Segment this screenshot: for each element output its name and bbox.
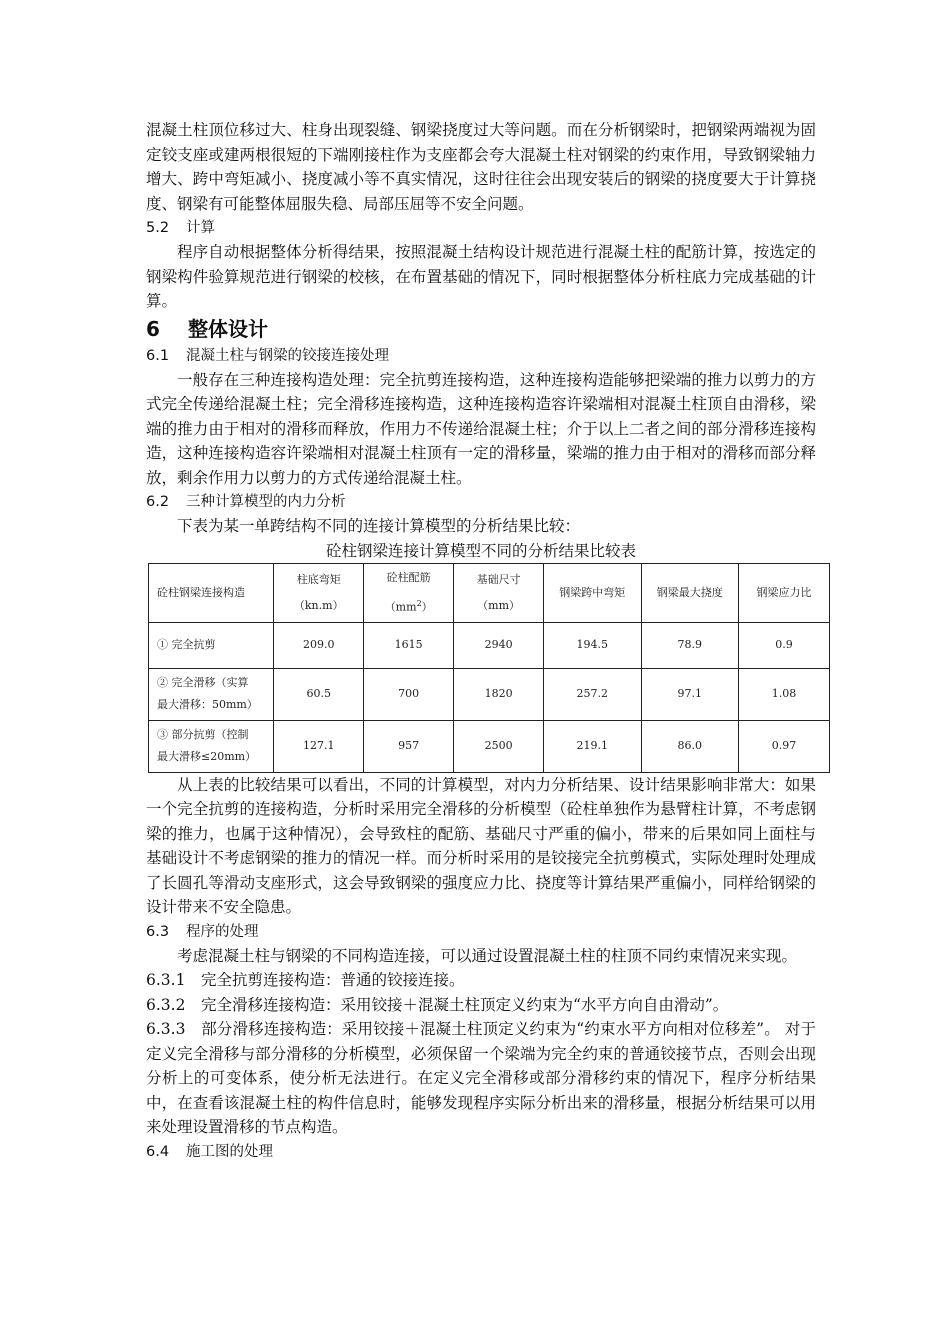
paragraph-6-3-2: 6.3.2 完全滑移连接构造：采用铰接＋混凝土柱顶定义约束为“水平方向自由滑动”。: [146, 995, 729, 1014]
section-heading-6-1: 6.1 混凝土柱与钢梁的铰接连接处理: [146, 347, 389, 364]
paragraph-after-table: 从上表的比较结果可以看出，不同的计算模型，对内力分析结果、设计结果影响非常大：如果一个完全抗剪的连接构造，分析时采用完全滑移的分析模型（砼柱单独作为悬臂柱计算，不考虑钢梁的推力，也属于这种情况），会导致柱的配筋、基础尺寸严重的偏小，带来的后果如同上面柱与基础设计不考虑钢梁的推力的情况一样。而分析时采用的是铰接完全抗剪模式，实际处理时处理成了长圆孔等滑动支座形式，这会导致钢梁的强度应力比、挠度等计算结果严重偏小，同样给钢梁的设计带来不安全隐患。: [146, 775, 816, 916]
paragraph-6-3: 考虑混凝土柱与钢梁的不同构造连接，可以通过设置混凝土柱的柱顶不同约束情况来实现。: [177, 946, 798, 965]
cell-max-deflection: 97.1: [641, 668, 738, 720]
table-caption: 砼柱钢梁连接计算模型不同的分析结果比较表: [325, 541, 636, 560]
row-label: ② 完全滑移（实算 最大滑移：50mm）: [149, 668, 274, 720]
row-label: ① 完全抗剪: [149, 622, 274, 668]
cell-midspan-moment: 219.1: [544, 720, 641, 772]
cell-rebar: 700: [364, 668, 454, 720]
paragraph-6-3-3: 6.3.3 部分滑移连接构造：采用铰接＋混凝土柱顶定义约束为“约束水平方向相对位移差”。 对于定义完全滑移与部分滑移的分析模型，必须保留一个梁端为完全约束的普通铰接节点，否则会出现分析上的可变体系，使分析无法进行。在定义完全滑移或部分滑移约束的情况下，程序分析结果中，在查看该混凝土柱的构件信息时，能够发现程序实际分析出来的滑移量，根据分析结果可以用来处理设置滑移的节点构造。: [146, 1020, 816, 1136]
paragraph-intro: 混凝土柱顶位移过大、柱身出现裂缝、钢梁挠度过大等问题。而在分析钢梁时，把钢梁两端视为固定铰支座或建两根很短的下端刚接柱作为支座都会夸大混凝土柱对钢梁的约束作用，导致钢梁轴力增大、跨中弯矩减小、挠度减小等不真实情况，这时往往会出现安装后的钢梁的挠度要大于计算挠度、钢梁有可能整体屈服失稳、局部压屈等不安全问题。: [146, 121, 816, 213]
table-header-row: [149, 563, 830, 622]
cell-foundation: 2500: [454, 720, 544, 772]
cell-moment: 60.5: [274, 668, 364, 720]
header-moment: 柱底弯矩 （kn.m）: [274, 563, 364, 622]
cell-stress-ratio: 1.08: [738, 668, 829, 720]
cell-max-deflection: 86.0: [641, 720, 738, 772]
header-midspan-moment: 钢梁跨中弯矩: [544, 563, 641, 622]
document-page: [146, 118, 816, 1164]
chapter-heading-6: 6 整体设计: [146, 316, 268, 341]
cell-moment: 209.0: [274, 622, 364, 668]
header-stress-ratio: 钢梁应力比: [738, 563, 829, 622]
cell-foundation: 2940: [454, 622, 544, 668]
table-row: [149, 668, 830, 720]
cell-rebar: 1615: [364, 622, 454, 668]
cell-stress-ratio: 0.9: [738, 622, 829, 668]
header-connection: 砼柱钢梁连接构造: [149, 563, 274, 622]
row-label: ③ 部分抗剪（控制 最大滑移≤20mm）: [149, 720, 274, 772]
cell-max-deflection: 78.9: [641, 622, 738, 668]
section-heading-6-4: 6.4 施工图的处理: [146, 1143, 273, 1160]
header-foundation: 基础尺寸 （mm）: [454, 563, 544, 622]
cell-midspan-moment: 257.2: [544, 668, 641, 720]
header-max-deflection: 钢梁最大挠度: [641, 563, 738, 622]
cell-foundation: 1820: [454, 668, 544, 720]
comparison-table: [148, 563, 830, 773]
paragraph-5-2: 程序自动根据整体分析得结果，按照混凝土结构设计规范进行混凝土柱的配筋计算，按选定的钢梁构件验算规范进行钢梁的校核，在布置基础的情况下，同时根据整体分析柱底力完成基础的计算。: [146, 243, 816, 310]
table-row: [149, 622, 830, 668]
section-heading-6-3: 6.3 程序的处理: [146, 923, 259, 940]
table-row: [149, 720, 830, 772]
cell-moment: 127.1: [274, 720, 364, 772]
cell-rebar: 957: [364, 720, 454, 772]
paragraph-6-1: 一般存在三种连接构造处理：完全抗剪连接构造，这种连接构造能够把梁端的推力以剪力的方式完全传递给混凝土柱；完全滑移连接构造，这种连接构造容许梁端相对混凝土柱顶自由滑移，梁端的推力由于相对的滑移而释放，作用力不传递给混凝土柱；介于以上二者之间的部分滑移连接构造，这种连接构造容许梁端相对混凝土柱顶有一定的滑移量，梁端的推力由于相对的滑移而部分释放，剩余作用力以剪力的方式传递给混凝土柱。: [146, 370, 816, 487]
paragraph-6-3-1: 6.3.1 完全抗剪连接构造：普通的铰接连接。: [146, 971, 465, 989]
cell-midspan-moment: 194.5: [544, 622, 641, 668]
paragraph-6-2: 下表为某一单跨结构不同的连接计算模型的分析结果比较：: [177, 517, 581, 535]
cell-stress-ratio: 0.97: [738, 720, 829, 772]
section-heading-5-2: 5.2 计算: [146, 220, 215, 236]
header-rebar: 砼柱配筋 $(mm^2)$: [364, 563, 454, 622]
section-heading-6-2: 6.2 三种计算模型的内力分析: [146, 494, 346, 510]
